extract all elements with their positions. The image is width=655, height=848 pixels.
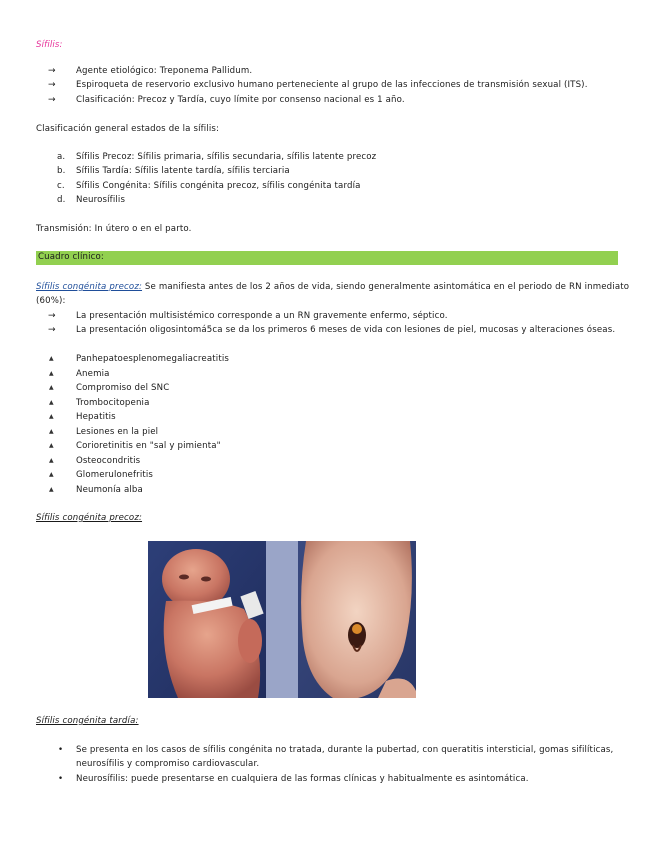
precoz-image-caption: Sífilis congénita precoz: [36,513,143,523]
precoz-item: → La presentación multisistémico corresponde a un RN gravemente enfermo, séptico. [48,311,448,321]
section-bar-label: Cuadro clínico: [38,252,104,262]
symptom-item: ▲ Anemia [49,369,110,379]
bullet-dot-icon: • [58,745,64,755]
symptom-item: ▲ Lesiones en la piel [49,427,159,437]
classification-item: a. Sífilis Precoz: Sífilis primaria, sífilis secundaria, sífilis latente precoz [57,152,377,162]
bullet-dot-icon: • [58,774,64,784]
arrow-icon: → [48,80,56,90]
symptom-item: ▲ Compromiso del SNC [49,383,170,393]
symptom-item: ▲ Panhepatoesplenomegaliacreatitis [49,354,230,364]
precoz-paragraph-cont: (60%): [36,296,66,306]
tardia-bullet: • Neurosífilis: puede presentarse en cualquiera de las formas clínicas y habitualmente es asintomática. [58,774,529,784]
symptom-item: ▲ Glomerulonefritis [49,470,154,480]
syphilis-heading: Sífilis: [36,40,63,50]
symptom-item: ▲ Neumonía alba [49,485,143,495]
classification-item: c. Sífilis Congénita: Sífilis congénita precoz, sífilis congénita tardía [57,181,361,191]
symptom-item: ▲ Corioretinitis en "sal y pimienta" [49,441,221,451]
tardia-bullet: • Se presenta en los casos de sífilis congénita no tratada, durante la pubertad, con queratitis intersticial, gomas sifilíticas, [58,745,614,755]
tardia-bullet-cont: neurosífilis y compromiso cardiovascular. [76,759,260,769]
transmission-text: Transmisión: In útero o en el parto. [36,224,192,234]
tardia-caption: Sífilis congénita tardía: [36,716,139,726]
congenital-syphilis-photo [148,541,416,698]
classification-title: Clasificación general estados de la sífilis: [36,124,220,134]
precoz-link[interactable]: Sífilis congénita precoz: [36,282,143,292]
precoz-item: → La presentación oligosintomá5ca se da los primeros 6 meses de vida con lesiones de piel, mucosas y alteraciones óseas. [48,325,616,335]
arrow-icon: → [48,325,56,335]
classification-item: d. Neurosífilis [57,195,126,205]
arrow-icon: → [48,311,56,321]
triangle-bullet-icon: ▲ [49,428,54,435]
triangle-bullet-icon: ▲ [49,399,54,406]
triangle-bullet-icon: ▲ [49,471,54,478]
triangle-bullet-icon: ▲ [49,442,54,449]
arrow-icon: → [48,66,56,76]
symptom-item: ▲ Osteocondritis [49,456,141,466]
triangle-bullet-icon: ▲ [49,370,54,377]
triangle-bullet-icon: ▲ [49,355,54,362]
intro-item: → Agente etiológico: Treponema Pallidum. [48,66,253,76]
symptom-item: ▲ Trombocitopenia [49,398,150,408]
section-bar-cuadro-clinico [36,251,618,265]
precoz-paragraph: Sífilis congénita precoz: Se manifiesta antes de los 2 años de vida, siendo generalmente asintomática en el periodo de RN inmediato [36,282,630,292]
triangle-bullet-icon: ▲ [49,457,54,464]
intro-item: → Espiroqueta de reservorio exclusivo humano perteneciente al grupo de las infecciones de transmisión sexual (ITS). [48,80,588,90]
triangle-bullet-icon: ▲ [49,486,54,493]
triangle-bullet-icon: ▲ [49,413,54,420]
triangle-bullet-icon: ▲ [49,384,54,391]
arrow-icon: → [48,95,56,105]
classification-item: b. Sífilis Tardía: Sífilis latente tardía, sífilis terciaria [57,166,290,176]
symptom-item: ▲ Hepatitis [49,412,116,422]
intro-item: → Clasificación: Precoz y Tardía, cuyo límite por consenso nacional es 1 año. [48,95,405,105]
